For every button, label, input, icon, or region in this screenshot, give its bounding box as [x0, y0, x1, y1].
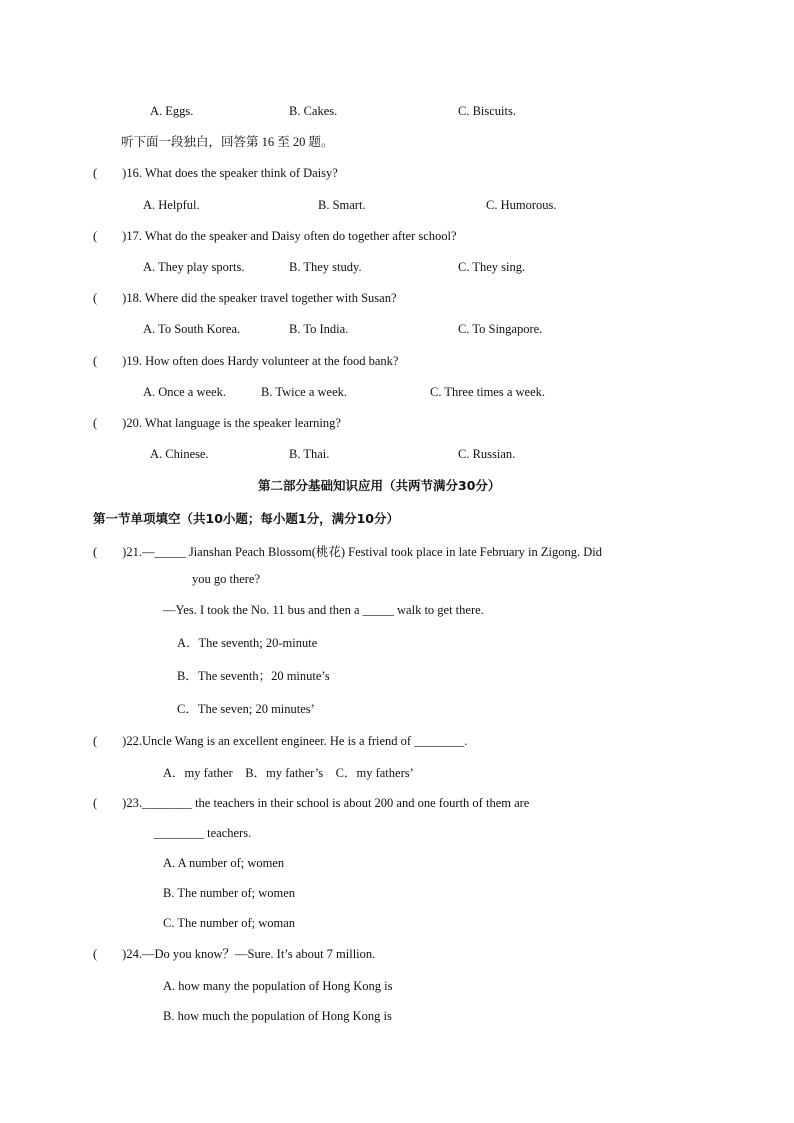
q22-stem: ( )22.Uncle Wang is an excellent engineer. He is a friend of ________. [93, 734, 468, 748]
q15-option-a: A. Eggs. [150, 104, 194, 118]
q16-option-b: B. Smart. [318, 198, 366, 212]
q21-option-c: C．The seven; 20 minutes’ [177, 702, 315, 716]
q15-option-c: C. Biscuits. [458, 104, 516, 118]
q18-option-a: A. To South Korea. [143, 322, 241, 336]
q19-option-c: C. Three times a week. [430, 385, 546, 399]
q20-option-c: C. Russian. [458, 447, 516, 461]
q19-option-b: B. Twice a week. [261, 385, 348, 399]
q19-stem: ( )19. How often does Hardy volunteer at the food bank? [93, 354, 399, 368]
q18-stem: ( )18. Where did the speaker travel together with Susan? [93, 291, 397, 305]
q17-option-b: B. They study. [289, 260, 362, 274]
q22-options: A．my father B．my father’s C．my fathers’ [163, 766, 414, 780]
q23-stem-line1: ( )23.________ the teachers in their school is about 200 and one fourth of them are [93, 796, 530, 810]
q17-option-c: C. They sing. [458, 260, 526, 274]
q23-option-c: C. The number of; woman [163, 916, 296, 930]
q23-option-b: B. The number of; women [163, 886, 296, 900]
q17-option-a: A. They play sports. [143, 260, 245, 274]
q24-stem: ( )24.—Do you know？—Sure. It’s about 7 million. [93, 947, 376, 961]
q18-option-b: B. To India. [289, 322, 349, 336]
q21-stem-line2: you go there? [192, 572, 261, 586]
q20-option-b: B. Thai. [289, 447, 330, 461]
q21-stem-line1: ( )21.—_____ Jianshan Peach Blossom(桃花) Festival took place in late February in Zigong. Did [93, 545, 602, 559]
section1-title: 第一节单项填空（共10小题；每小题1分，满分10分） [93, 511, 399, 526]
monologue-intro: 听下面一段独白，回答第 16 至 20 题。 [121, 135, 334, 149]
q15-option-b: B. Cakes. [289, 104, 338, 118]
q23-stem-line2: ________ teachers. [154, 826, 252, 840]
q20-option-a: A. Chinese. [150, 447, 209, 461]
q21-option-b: B．The seventh；20 minute’s [177, 669, 330, 683]
part2-title: 第二部分基础知识应用（共两节满分30分） [258, 478, 501, 493]
q17-stem: ( )17. What do the speaker and Daisy often do together after school? [93, 229, 457, 243]
q23-option-a: A. A number of; women [163, 856, 285, 870]
q24-option-b: B. how much the population of Hong Kong is [163, 1009, 392, 1023]
q24-option-a: A. how many the population of Hong Kong is [163, 979, 393, 993]
q21-stem-line3: —Yes. I took the No. 11 bus and then a _____ walk to get there. [163, 603, 484, 617]
q21-option-a: A．The seventh; 20-minute [177, 636, 318, 650]
q18-option-c: C. To Singapore. [458, 322, 543, 336]
q16-option-c: C. Humorous. [486, 198, 557, 212]
q19-option-a: A. Once a week. [143, 385, 226, 399]
q16-stem: ( )16. What does the speaker think of Daisy? [93, 166, 338, 180]
q16-option-a: A. Helpful. [143, 198, 200, 212]
q20-stem: ( )20. What language is the speaker learning? [93, 416, 341, 430]
